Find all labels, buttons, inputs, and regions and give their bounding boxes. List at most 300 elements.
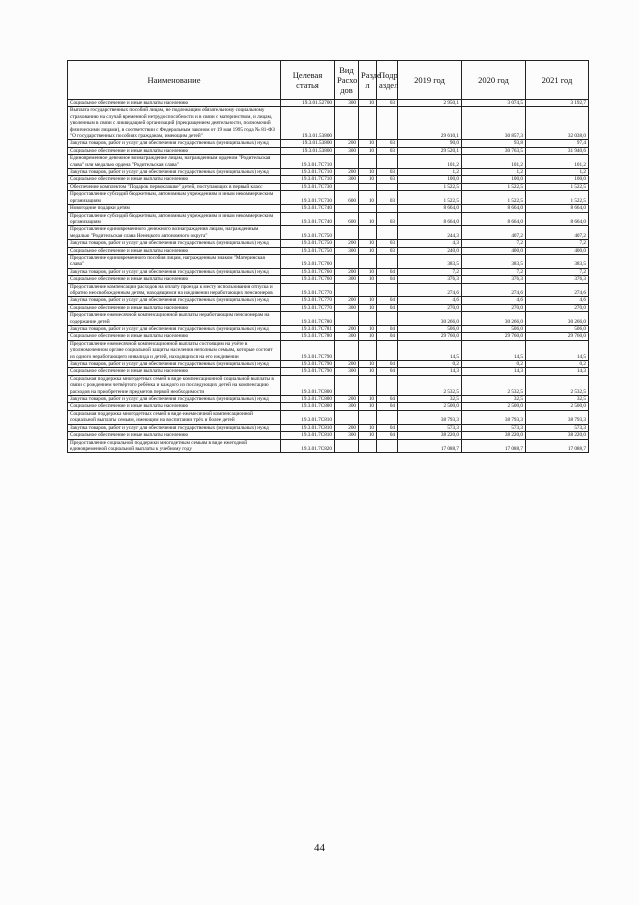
row-subsection: 04 [377,424,398,431]
row-name: Предоставление социальной поддержки многодетным семьям в виде ежегодной единовременной социальной выплаты к учебному году [68,439,281,453]
row-amount-2021: 407,2 [526,226,589,240]
row-subsection: 03 [377,176,398,183]
row-section: 10 [359,297,377,304]
row-amount-2020: 93,8 [462,140,526,147]
row-code: 19.3.01.7С760 [281,268,335,275]
row-amount-2021: 100,0 [526,176,589,183]
table-row [68,424,589,431]
row-amount-2019: 4,3 [398,240,462,247]
row-name: Обеспечение комплектом "Подарок первоклашке" детей, поступающих в первый класс [68,183,281,190]
row-subsection: 03 [377,147,398,154]
row-code: 19.3.01.7С750 [281,226,335,240]
page-number: 44 [314,842,325,854]
row-code: 19.3.01.7С760 [281,254,335,268]
row-name: Социальное обеспечение и иные выплаты населению [68,403,281,410]
row-expense-type: 200 [335,169,359,176]
row-amount-2021: 400,0 [526,247,589,254]
row-expense-type [335,375,359,395]
row-code: 19.3.01.7С781 [281,326,335,333]
row-expense-type: 200 [335,361,359,368]
table-row [68,312,589,326]
row-name: Предоставление единовременного пособия лицам, награжденным знаком "Материнская слава" [68,254,281,268]
row-amount-2021: 3 192,7 [526,100,589,107]
row-subsection [377,283,398,297]
table-row [68,212,589,226]
row-subsection [377,226,398,240]
row-code: 19.3.01.7С810 [281,424,335,431]
row-amount-2020: 7,2 [462,268,526,275]
row-amount-2021: 270,0 [526,304,589,311]
row-amount-2019: 17 088,7 [398,439,462,453]
row-amount-2020: 17 088,7 [462,439,526,453]
row-name: Социальное обеспечение и иные выплаты населению [68,333,281,340]
row-code: 19.3.01.7С710 [281,169,335,176]
row-amount-2021: 30 266,0 [526,312,589,326]
row-section: 10 [359,424,377,431]
row-section: 10 [359,268,377,275]
row-subsection [377,340,398,360]
row-amount-2020: 2 532,5 [462,375,526,395]
row-amount-2020: 0,2 [462,361,526,368]
header-subsection: Подр аздел [377,61,398,100]
row-amount-2021: 2 500,0 [526,403,589,410]
row-subsection [377,410,398,424]
row-subsection [377,183,398,190]
row-name: Единовременное денежное вознаграждение лицам, награжденным орденом "Родительская слава" или медалью ордена "Родительская слава" [68,155,281,169]
row-section: 10 [359,169,377,176]
row-amount-2020: 7,2 [462,240,526,247]
row-code: 19.3.01.7С780 [281,333,335,340]
row-section: 10 [359,361,377,368]
row-code: 19.3.01.7С820 [281,439,335,453]
row-name: Социальное обеспечение и иные выплаты населению [68,147,281,154]
row-amount-2020: 8 664,0 [462,205,526,212]
row-amount-2019: 2 950,1 [398,100,462,107]
row-expense-type [335,410,359,424]
row-subsection [377,439,398,453]
row-section [359,183,377,190]
row-subsection: 04 [377,361,398,368]
row-amount-2021: 376,3 [526,276,589,283]
row-amount-2019: 240,0 [398,247,462,254]
row-amount-2020: 29 760,0 [462,333,526,340]
table-row [68,375,589,395]
row-amount-2021: 383,5 [526,254,589,268]
row-expense-type: 300 [335,176,359,183]
row-amount-2020: 30 763,5 [462,147,526,154]
header-name: Наименование [68,61,281,100]
row-amount-2019: 90,0 [398,140,462,147]
row-amount-2019: 274,6 [398,283,462,297]
row-code: 19.3.01.7С800 [281,375,335,395]
row-expense-type: 300 [335,247,359,254]
row-code: 19.3.01.7С790 [281,340,335,360]
row-amount-2019: 29 520,1 [398,147,462,154]
row-section [359,155,377,169]
row-section: 10 [359,212,377,226]
row-amount-2020: 506,0 [462,326,526,333]
row-section [359,312,377,326]
row-amount-2021: 14,3 [526,368,589,375]
header-2021: 2021 год [526,61,589,100]
row-expense-type [335,226,359,240]
row-amount-2021: 17 088,7 [526,439,589,453]
row-section: 10 [359,147,377,154]
table-row [68,176,589,183]
row-subsection: 04 [377,368,398,375]
row-section: 10 [359,326,377,333]
header-expense-type: Вид Расхо дов [335,61,359,100]
table-row [68,155,589,169]
row-code: 19.3.01.7С760 [281,276,335,283]
row-code: 19.3.01.7С770 [281,283,335,297]
row-amount-2019: 0,2 [398,361,462,368]
row-name: Новогодние подарки детям [68,205,281,212]
table-row [68,140,589,147]
row-amount-2020: 101,2 [462,155,526,169]
row-subsection [377,254,398,268]
row-name: Социальное обеспечение и иные выплаты населению [68,247,281,254]
table-row [68,326,589,333]
table-row [68,396,589,403]
row-subsection: 04 [377,268,398,275]
row-expense-type: 200 [335,396,359,403]
row-amount-2019: 2 500,0 [398,403,462,410]
row-name: Закупка товаров, работ и услуг для обеспечения государственных (муниципальных) нужд [68,240,281,247]
row-amount-2019: 270,0 [398,304,462,311]
row-amount-2021: 29 760,0 [526,333,589,340]
table-row [68,361,589,368]
row-amount-2019: 14,5 [398,340,462,360]
row-amount-2020: 38 220,0 [462,432,526,439]
row-code: 19.3.01.7С710 [281,155,335,169]
row-subsection: 04 [377,297,398,304]
row-section [359,205,377,212]
row-name: Закупка товаров, работ и услуг для обеспечения государственных (муниципальных) нужд [68,169,281,176]
row-amount-2021: 38 793,3 [526,410,589,424]
row-section [359,410,377,424]
row-amount-2021: 4,6 [526,297,589,304]
row-amount-2020: 8 664,0 [462,212,526,226]
row-subsection: 03 [377,100,398,107]
row-amount-2019: 1 522,5 [398,183,462,190]
row-code: 19.3.01.7С740 [281,205,335,212]
row-name: Предоставление единовременного денежного вознаграждения лицам, награжденным медалью "Родительская слава Ненецкого автономного округа" [68,226,281,240]
row-name: Предоставление компенсации расходов на оплату проезда к месту использования отпуска и обратно неосвобожденным детям, находящимся на иждивении неработающих пенсионеров [68,283,281,297]
header-code: Целевая статья [281,61,335,100]
header-2019: 2019 год [398,61,462,100]
row-amount-2019: 7,2 [398,268,462,275]
row-amount-2020: 1 522,5 [462,191,526,205]
row-name: Социальное обеспечение и иные выплаты населению [68,304,281,311]
table-row [68,304,589,311]
row-code: 19.3.01.7С810 [281,432,335,439]
row-code: 19.3.01.7С790 [281,368,335,375]
row-section: 10 [359,368,377,375]
row-name: Закупка товаров, работ и услуг для обеспечения государственных (муниципальных) нужд [68,140,281,147]
row-expense-type: 300 [335,304,359,311]
row-name: Социальное обеспечение и иные выплаты населению [68,100,281,107]
row-amount-2021: 38 220,0 [526,432,589,439]
row-amount-2019: 38 220,0 [398,432,462,439]
row-amount-2019: 38 793,3 [398,410,462,424]
row-amount-2021: 8 664,0 [526,212,589,226]
row-expense-type: 200 [335,140,359,147]
row-expense-type [335,183,359,190]
row-name: Социальная поддержка многодетных семей в виде ежемесячной компенсационной социальной выплаты семьям, имеющим на воспитании трёх и более детей [68,410,281,424]
row-section: 10 [359,333,377,340]
row-amount-2021: 97,4 [526,140,589,147]
table-row [68,333,589,340]
row-code: 19.3.01.7С710 [281,176,335,183]
row-name: Социальная поддержка многодетных семей в виде компенсационной социальной выплаты в связи с рождением четвёртого ребёнка и каждого из последующих детей на компенсацию расходов на приобретение предметов первой необходимости [68,375,281,395]
row-name: Предоставление ежемесячной компенсационной выплаты состоящим на учёте в уполномоченном органе социальной защиты населения неполным семьям, которые состоят из одного неработающего инвалида и детей, находящихся на его иждивении [68,340,281,360]
row-amount-2019: 32,5 [398,396,462,403]
row-code: 19.3.01.7С810 [281,410,335,424]
table-row [68,439,589,453]
row-subsection [377,375,398,395]
row-name: Закупка товаров, работ и услуг для обеспечения государственных (муниципальных) нужд [68,361,281,368]
row-amount-2020: 38 793,3 [462,410,526,424]
row-code: 19.3.01.7С770 [281,304,335,311]
row-expense-type [335,155,359,169]
table-row [68,276,589,283]
row-section [359,107,377,140]
row-amount-2019: 101,2 [398,155,462,169]
row-code: 19.3.01.7С800 [281,403,335,410]
row-amount-2019: 2 532,5 [398,375,462,395]
row-subsection: 04 [377,396,398,403]
row-section: 10 [359,276,377,283]
row-expense-type: 300 [335,100,359,107]
table-header-row [68,61,589,100]
row-name: Социальное обеспечение и иные выплаты населению [68,176,281,183]
row-amount-2020: 4,6 [462,297,526,304]
row-subsection [377,205,398,212]
row-amount-2021: 506,0 [526,326,589,333]
row-amount-2021: 1 522,5 [526,191,589,205]
row-amount-2019: 29 760,0 [398,333,462,340]
row-name: Закупка товаров, работ и услуг для обеспечения государственных (муниципальных) нужд [68,297,281,304]
row-section: 10 [359,403,377,410]
row-amount-2019: 1,2 [398,169,462,176]
row-expense-type [335,439,359,453]
row-section: 10 [359,396,377,403]
row-code: 19.3.01.52700 [281,100,335,107]
row-expense-type: 300 [335,432,359,439]
row-expense-type: 600 [335,212,359,226]
row-amount-2019: 244,3 [398,226,462,240]
row-expense-type [335,340,359,360]
header-section: Разде л [359,61,377,100]
row-code: 19.3.01.7С780 [281,312,335,326]
row-section: 10 [359,191,377,205]
row-expense-type [335,283,359,297]
row-section [359,226,377,240]
row-name: Выплата государственных пособий лицам, не подлежащим обязательному социальному страхованию на случай временной нетрудоспособности и в связи с материнством, и лицам, уволенным в связи с ликвидацией организаций (прекращением деятельности, полномочий физическими лицами), в соответствии с Федеральным законом от 19 мая 1995 года № 81-ФЗ "О государственных пособиях гражданам, имеющим детей" [68,107,281,140]
row-expense-type: 200 [335,240,359,247]
table-row [68,169,589,176]
table-row [68,432,589,439]
row-code: 19.3.01.7С790 [281,361,335,368]
row-subsection: 03 [377,247,398,254]
row-amount-2019: 376,3 [398,276,462,283]
row-amount-2019: 8 664,0 [398,205,462,212]
table-row [68,340,589,360]
row-subsection [377,107,398,140]
table-row [68,147,589,154]
row-subsection: 03 [377,191,398,205]
row-amount-2021: 274,6 [526,283,589,297]
row-amount-2019: 383,5 [398,254,462,268]
row-section [359,254,377,268]
row-expense-type [335,205,359,212]
table-row [68,205,589,212]
row-amount-2021: 7,2 [526,268,589,275]
row-expense-type [335,107,359,140]
row-code: 19.3.01.7С730 [281,191,335,205]
row-amount-2021: 0,2 [526,361,589,368]
row-amount-2019: 4,6 [398,297,462,304]
row-expense-type [335,312,359,326]
row-amount-2019: 8 664,0 [398,212,462,226]
table-row [68,254,589,268]
row-amount-2019: 506,0 [398,326,462,333]
row-section: 10 [359,240,377,247]
row-amount-2020: 30 266,0 [462,312,526,326]
table-row [68,107,589,140]
table-row [68,368,589,375]
row-expense-type: 300 [335,368,359,375]
row-amount-2020: 400,0 [462,247,526,254]
row-section: 10 [359,176,377,183]
row-code: 19.3.01.7С750 [281,247,335,254]
budget-table [67,60,589,453]
row-amount-2019: 1 522,5 [398,191,462,205]
row-expense-type [335,254,359,268]
row-amount-2020: 1,2 [462,169,526,176]
row-expense-type: 200 [335,297,359,304]
row-amount-2021: 2 532,5 [526,375,589,395]
table-row [68,100,589,107]
table-row [68,268,589,275]
row-subsection [377,155,398,169]
row-name: Социальное обеспечение и иные выплаты населению [68,276,281,283]
row-amount-2021: 101,2 [526,155,589,169]
row-amount-2020: 1 522,5 [462,183,526,190]
row-expense-type: 200 [335,268,359,275]
row-expense-type: 200 [335,326,359,333]
row-expense-type: 300 [335,333,359,340]
row-subsection: 04 [377,432,398,439]
row-name: Предоставление субсидий бюджетным, автономным учреждениям и иным некоммерческим организациям [68,212,281,226]
row-section [359,439,377,453]
row-subsection: 03 [377,140,398,147]
row-amount-2019: 100,0 [398,176,462,183]
row-amount-2020: 270,0 [462,304,526,311]
row-expense-type: 200 [335,424,359,431]
row-code: 19.3.01.7С730 [281,183,335,190]
row-code: 19.3.01.53800 [281,140,335,147]
row-amount-2021: 1 522,5 [526,183,589,190]
table-row [68,283,589,297]
row-code: 19.3.01.7С750 [281,240,335,247]
row-name: Социальное обеспечение и иные выплаты населению [68,368,281,375]
table-row [68,191,589,205]
row-section [359,340,377,360]
row-subsection: 04 [377,333,398,340]
row-subsection: 04 [377,304,398,311]
row-amount-2021: 31 940,6 [526,147,589,154]
row-subsection: 03 [377,212,398,226]
row-code: 19.3.01.53800 [281,107,335,140]
row-amount-2021: 32 038,0 [526,107,589,140]
row-section: 10 [359,304,377,311]
header-2020: 2020 год [462,61,526,100]
table-row [68,183,589,190]
row-amount-2019: 14,3 [398,368,462,375]
table-row [68,297,589,304]
row-amount-2020: 100,0 [462,176,526,183]
row-amount-2019: 30 266,0 [398,312,462,326]
row-section: 10 [359,432,377,439]
row-amount-2020: 14,5 [462,340,526,360]
table-row [68,410,589,424]
row-amount-2021: 1,2 [526,169,589,176]
row-amount-2020: 376,3 [462,276,526,283]
row-name: Закупка товаров, работ и услуг для обеспечения государственных (муниципальных) нужд [68,424,281,431]
table-row [68,403,589,410]
row-subsection: 03 [377,240,398,247]
row-amount-2020: 383,5 [462,254,526,268]
row-amount-2019: 29 610,1 [398,107,462,140]
row-amount-2020: 407,2 [462,226,526,240]
row-subsection [377,312,398,326]
row-subsection: 04 [377,326,398,333]
row-amount-2020: 573,3 [462,424,526,431]
row-expense-type: 300 [335,403,359,410]
row-name: Предоставление ежемесячной компенсационной выплаты неработающим пенсионерам на содержание детей [68,312,281,326]
row-amount-2020: 3 074,5 [462,100,526,107]
row-amount-2020: 32,5 [462,396,526,403]
row-name: Закупка товаров, работ и услуг для обеспечения государственных (муниципальных) нужд [68,326,281,333]
row-section [359,283,377,297]
row-name: Закупка товаров, работ и услуг для обеспечения государственных (муниципальных) нужд [68,268,281,275]
row-section: 10 [359,140,377,147]
row-code: 19.3.01.7С740 [281,212,335,226]
row-amount-2020: 274,6 [462,283,526,297]
row-expense-type: 600 [335,191,359,205]
table-row [68,226,589,240]
row-amount-2021: 8 664,0 [526,205,589,212]
row-code: 19.3.01.7С800 [281,396,335,403]
row-subsection: 04 [377,276,398,283]
row-subsection: 03 [377,169,398,176]
row-amount-2019: 573,3 [398,424,462,431]
row-amount-2020: 14,3 [462,368,526,375]
row-section: 10 [359,100,377,107]
row-amount-2021: 14,5 [526,340,589,360]
row-amount-2021: 7,2 [526,240,589,247]
row-name: Предоставление субсидий бюджетным, автономным учреждениям и иным некоммерческим организациям [68,191,281,205]
table-body [68,100,589,453]
row-name: Закупка товаров, работ и услуг для обеспечения государственных (муниципальных) нужд [68,396,281,403]
row-code: 19.3.01.7С770 [281,297,335,304]
row-amount-2020: 2 500,0 [462,403,526,410]
row-amount-2020: 30 857,3 [462,107,526,140]
row-expense-type: 300 [335,276,359,283]
row-subsection: 04 [377,403,398,410]
